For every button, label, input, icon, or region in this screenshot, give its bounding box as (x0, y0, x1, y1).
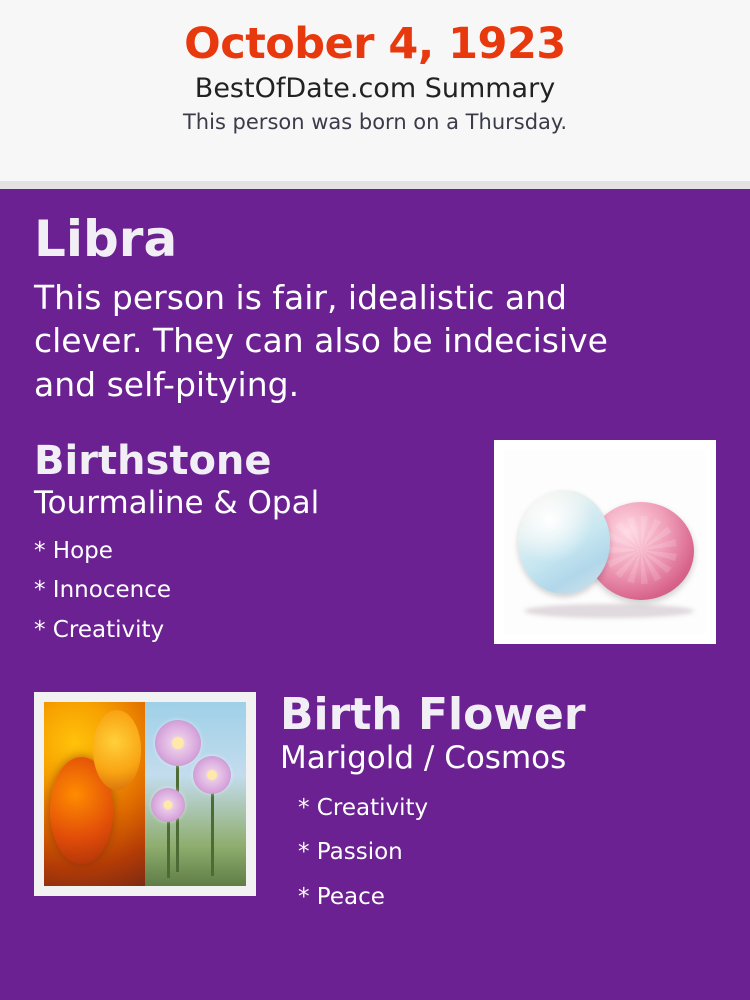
birthflower-traits (280, 786, 716, 921)
header-divider (0, 181, 750, 189)
list-item: * Creativity (34, 616, 165, 643)
page-title: October 4, 1923 (184, 19, 566, 69)
flower-stem (211, 792, 214, 876)
list-item: * Passion (298, 839, 403, 866)
main-content (0, 189, 750, 922)
cosmos-flower-icon (145, 702, 246, 886)
list-item: * Creativity (298, 794, 429, 821)
birthstone-names: Tourmaline & Opal (34, 485, 320, 522)
cosmos-bloom (193, 756, 231, 794)
flower-stem (167, 820, 170, 878)
born-day-text: This person was born on a Thursday. (182, 110, 568, 135)
zodiac-section (34, 210, 716, 406)
cosmos-bloom (155, 720, 201, 766)
site-summary-label: BestOfDate.com Summary (194, 73, 556, 105)
zodiac-sign-name: Libra (34, 210, 178, 268)
marigold-flower-icon (44, 702, 145, 886)
birthflower-image-canvas (44, 702, 246, 886)
birthstone-image (494, 440, 716, 644)
birthflower-title: Birth Flower (280, 689, 586, 741)
birthstone-text (34, 440, 484, 650)
birthstone-title: Birthstone (34, 438, 272, 485)
birthstone-section (34, 440, 716, 670)
list-item: * Peace (298, 884, 385, 911)
list-item: * Hope (34, 537, 113, 564)
birthflower-text (280, 689, 716, 920)
birthstone-image-canvas (504, 450, 706, 634)
header (0, 0, 750, 181)
birthflower-image (34, 692, 256, 896)
cosmos-bloom (151, 788, 185, 822)
gem-shadow (524, 604, 694, 618)
opal-gem-icon (518, 490, 610, 594)
birthflower-section (34, 689, 716, 922)
birthstone-traits (34, 532, 484, 651)
list-item: * Innocence (34, 577, 171, 604)
zodiac-description: This person is fair, idealistic and clever. They can also be indecisive and self-pitying. (34, 277, 608, 404)
birthflower-names: Marigold / Cosmos (280, 740, 567, 777)
